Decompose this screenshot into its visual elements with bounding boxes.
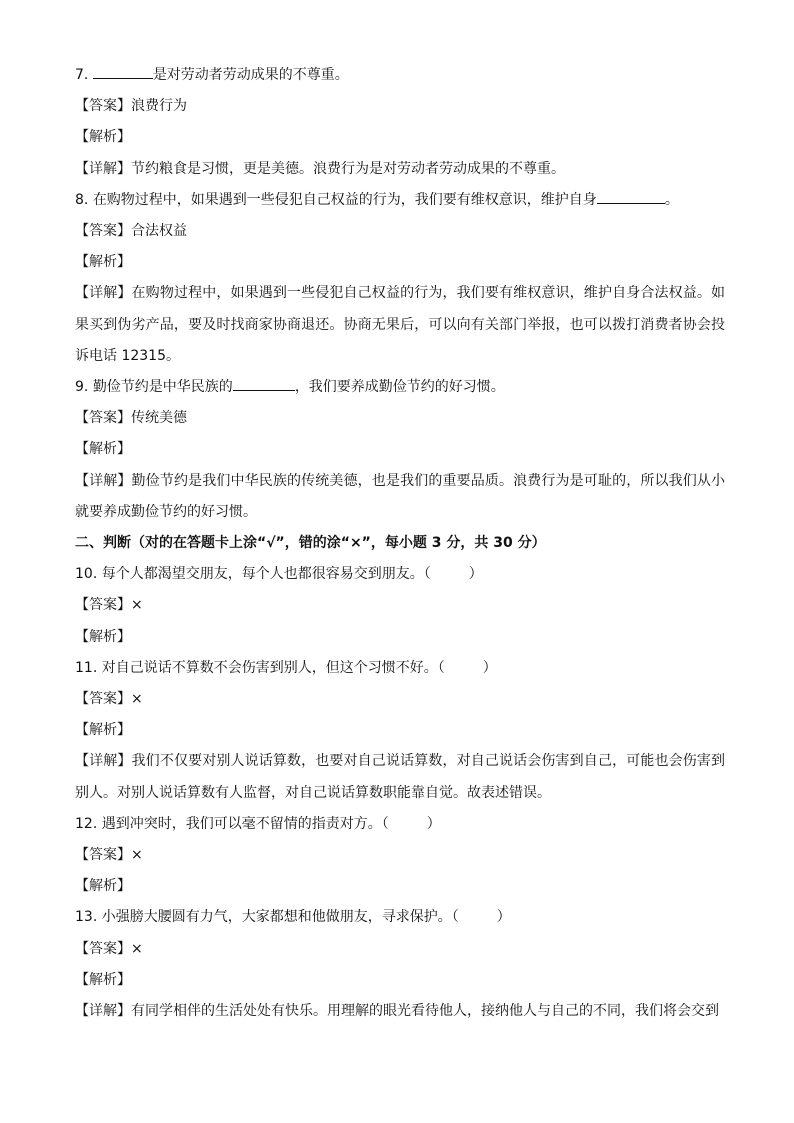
question-8 <box>75 185 725 216</box>
answer-text: 浪费行为 <box>131 98 187 115</box>
answer-label: 【答案】 <box>75 98 131 115</box>
close-paren: ） <box>482 659 497 676</box>
analysis-line <box>75 715 725 746</box>
question-13 <box>75 902 725 933</box>
answer-label: 【答案】 <box>75 410 131 427</box>
question-number: 11. <box>75 659 98 676</box>
answer-label: 【答案】 <box>75 940 131 957</box>
detail-label: 【详解】 <box>75 1003 131 1020</box>
detail-paragraph <box>75 746 725 808</box>
analysis-line <box>75 247 725 278</box>
question-number: 10. <box>75 566 98 583</box>
answer-text: × <box>131 597 143 614</box>
answer-text: 传统美德 <box>131 410 187 427</box>
detail-text: 勤俭节约是我们中华民族的传统美德，也是我们的重要品质。浪费行为是可耻的，所以我们从小就要养成勤俭节约的好习惯。 <box>75 472 726 520</box>
question-text: 是对劳动者劳动成果的不尊重。 <box>152 67 349 83</box>
answer-text: × <box>131 940 143 957</box>
answer-blank <box>233 376 295 391</box>
question-text: 遇到冲突时，我们可以毫不留情的指责对方。（ <box>101 815 389 832</box>
question-12 <box>75 809 725 840</box>
analysis-label: 【解析】 <box>75 129 131 146</box>
analysis-label: 【解析】 <box>75 441 131 458</box>
question-text: 对自己说话不算数不会伤害到别人，但这个习惯不好。（ <box>101 659 445 676</box>
question-number: 7. <box>75 67 89 83</box>
question-7 <box>75 60 725 91</box>
answer-blank <box>93 64 153 79</box>
detail-text: 有同学相伴的生活处处有快乐。用理解的眼光看待他人，接纳他人与自己的不同，我们将会交到 <box>131 1003 719 1020</box>
answer-label: 【答案】 <box>75 691 131 708</box>
question-number: 9. <box>75 379 89 396</box>
answer-line <box>75 934 725 965</box>
detail-paragraph <box>75 466 725 528</box>
answer-text: × <box>131 847 143 864</box>
answer-line <box>75 840 725 871</box>
question-number: 8. <box>75 191 89 208</box>
answer-line <box>75 216 725 247</box>
answer-label: 【答案】 <box>75 847 131 864</box>
analysis-line <box>75 871 725 902</box>
detail-paragraph <box>75 278 725 372</box>
question-text: 勤俭节约是中华民族的 <box>92 379 233 396</box>
analysis-line <box>75 434 725 465</box>
analysis-label: 【解析】 <box>75 971 131 988</box>
close-paren: ） <box>496 909 511 926</box>
answer-line <box>75 403 725 434</box>
question-number: 12. <box>75 815 98 832</box>
analysis-line <box>75 965 725 996</box>
detail-label: 【详解】 <box>75 472 132 489</box>
question-9 <box>75 372 725 403</box>
answer-label: 【答案】 <box>75 597 131 614</box>
analysis-line <box>75 122 725 153</box>
answer-label: 【答案】 <box>75 223 131 240</box>
answer-line <box>75 91 725 122</box>
analysis-label: 【解析】 <box>75 254 131 271</box>
analysis-label: 【解析】 <box>75 878 131 895</box>
document-page <box>75 60 725 1027</box>
detail-label: 【详解】 <box>75 160 131 177</box>
analysis-label: 【解析】 <box>75 722 131 739</box>
question-text-end: 。 <box>664 191 679 208</box>
close-paren: ） <box>468 566 483 583</box>
detail-line <box>75 996 725 1027</box>
detail-text: 我们不仅要对别人说话算数，也要对自己说话算数，对自己说话会伤害到自己，可能也会伤害到别人。对别人说话算数有人监督，对自己说话算数职能靠自觉。故表述错误。 <box>75 753 726 801</box>
close-paren: ） <box>426 815 441 832</box>
section-heading: 二、判断（对的在答题卡上涂“√”，错的涂“×”，每小题 3 分，共 30 分） <box>75 535 546 552</box>
detail-label: 【详解】 <box>75 753 132 770</box>
analysis-label: 【解析】 <box>75 628 131 645</box>
detail-label: 【详解】 <box>75 285 132 302</box>
detail-text: 在购物过程中，如果遇到一些侵犯自己权益的行为，我们要有维权意识，维护自身合法权益。如果买到伪劣产品，要及时找商家协商退还。协商无果后，可以向有关部门举报，也可以拨打消费者协会投诉电话 12315。 <box>75 285 726 364</box>
question-text: 每个人都渴望交朋友，每个人也都很容易交到朋友。（ <box>101 566 431 583</box>
answer-line <box>75 590 725 621</box>
question-number: 13. <box>75 909 98 926</box>
answer-line <box>75 684 725 715</box>
question-10 <box>75 559 725 590</box>
detail-line <box>75 154 725 185</box>
question-text: 在购物过程中，如果遇到一些侵犯自己权益的行为，我们要有维权意识，维护自身 <box>92 191 597 208</box>
question-text-end: ，我们要养成勤俭节约的好习惯。 <box>294 379 505 396</box>
analysis-line <box>75 622 725 653</box>
detail-text: 节约粮食是习惯，更是美德。浪费行为是对劳动者劳动成果的不尊重。 <box>131 160 565 177</box>
question-text: 小强膀大腰圆有力气，大家都想和他做朋友，寻求保护。（ <box>101 909 459 926</box>
answer-text: × <box>131 691 143 708</box>
question-11 <box>75 653 725 684</box>
answer-text: 合法权益 <box>131 223 187 240</box>
answer-blank <box>597 189 665 204</box>
